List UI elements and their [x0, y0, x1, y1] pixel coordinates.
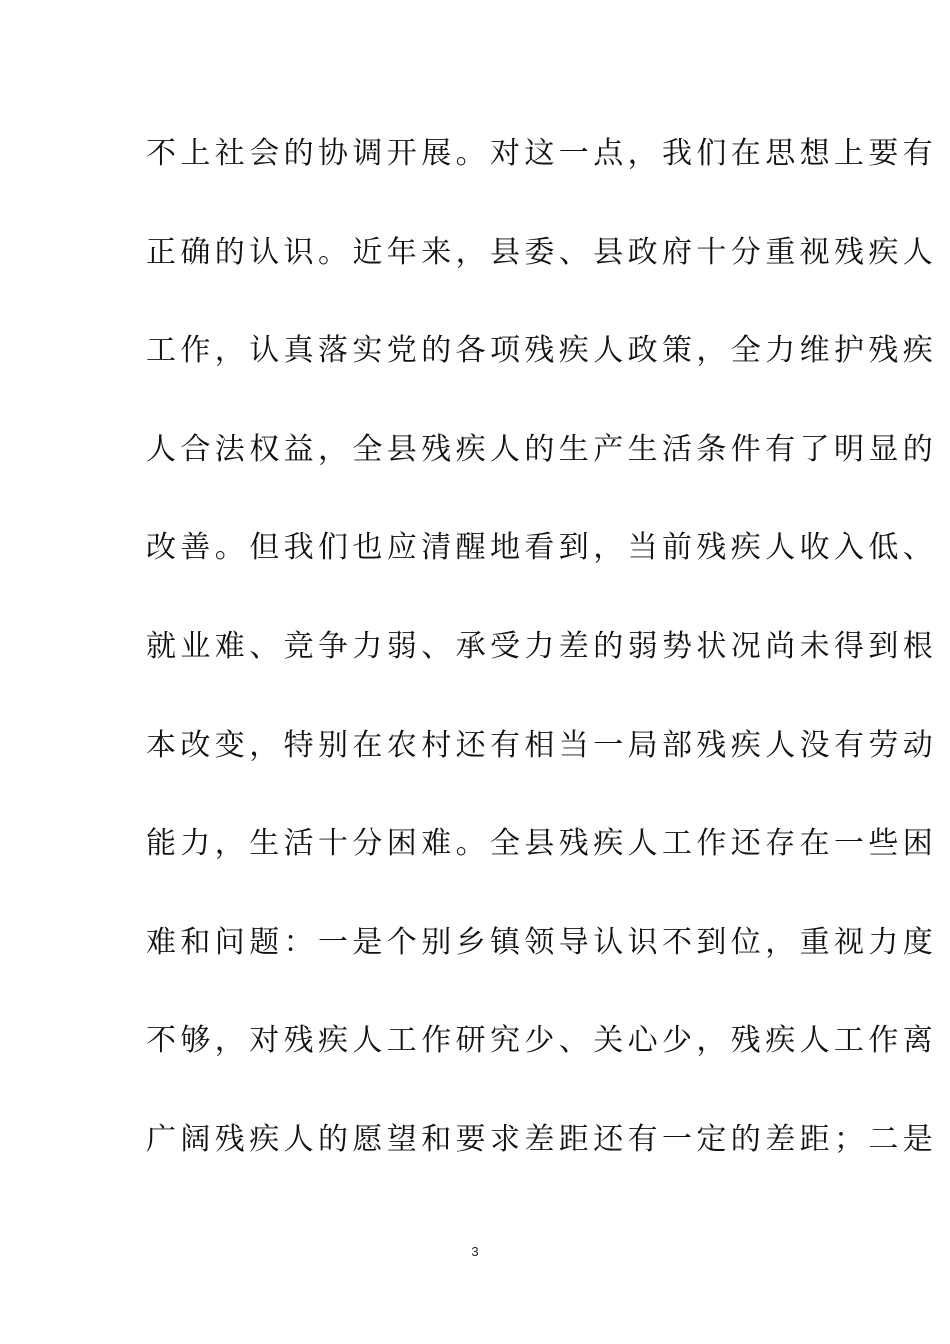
- text-line: 不上社会的协调开展。对这一点，我们在思想上要有: [146, 136, 938, 171]
- body-text: [146, 126, 938, 1211]
- text-line: 工作，认真落实党的各项残疾人政策，全力维护残疾: [146, 333, 938, 369]
- text-line: 不够，对残疾人工作研究少、关心少，残疾人工作离: [146, 1023, 938, 1059]
- page-number: 3: [471, 1244, 479, 1259]
- text-line: 正确的认识。近年来，县委、县政府十分重视残疾人: [146, 234, 938, 270]
- text-line: 就业难、竞争力弱、承受力差的弱势状况尚未得到根: [146, 628, 938, 664]
- text-line: 难和问题：一是个别乡镇领导认识不到位，重视力度: [146, 924, 938, 960]
- text-line: 人合法权益，全县残疾人的生产生活条件有了明显的: [146, 431, 938, 467]
- text-line: 广阔残疾人的愿望和要求差距还有一定的差距；二是: [146, 1121, 938, 1157]
- text-line: 本改变，特别在农村还有相当一局部残疾人没有劳动: [146, 727, 938, 763]
- text-line: 能力，生活十分困难。全县残疾人工作还存在一些困: [146, 826, 938, 862]
- text-line: 改善。但我们也应清醒地看到，当前残疾人收入低、: [146, 530, 938, 566]
